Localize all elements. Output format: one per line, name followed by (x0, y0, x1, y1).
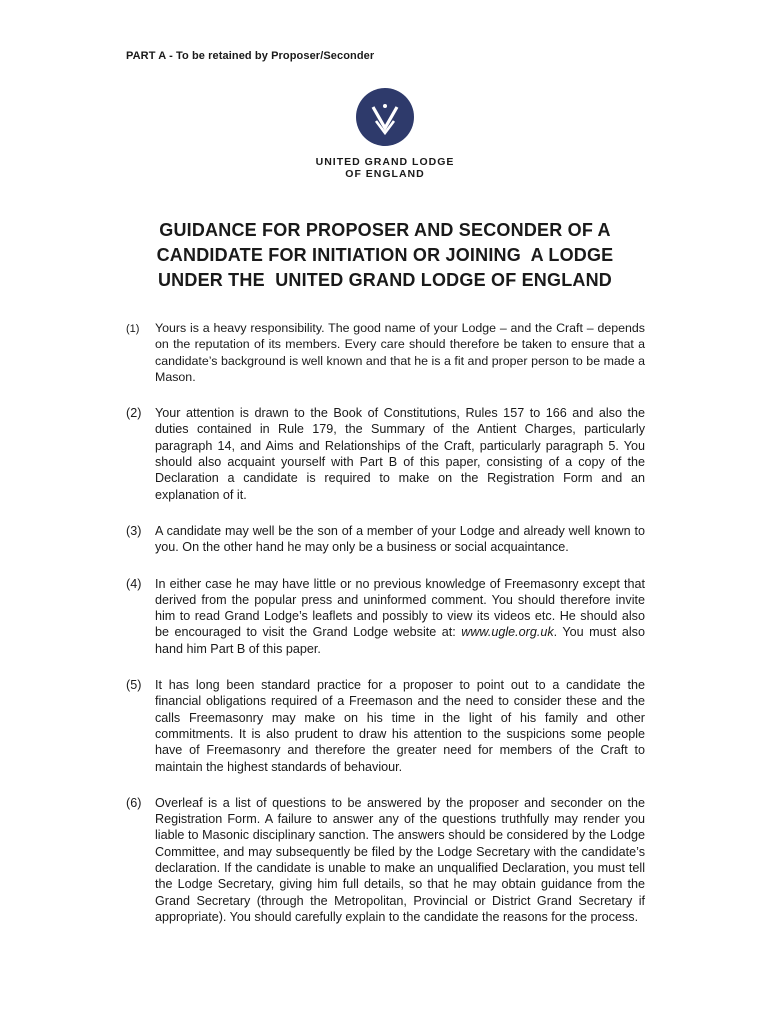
item-text (155, 576, 645, 657)
organisation-name-line2: OF ENGLAND (345, 168, 425, 180)
item-text: Your attention is drawn to the Book of Constitutions, Rules 157 to 166 and also the duties contained in Rule 179, the Summary of the Antient Charges, particularly paragraph 14, and Aims and Relationships of the Craft, particularly paragraph 5. You should also acquaint yourself with Part B of this paper, consisting of a copy of the Declaration a candidate is required to make on the Registration Form and an explanation of it. (155, 406, 645, 502)
item-number: (2) (126, 406, 142, 421)
title-line3: UNDER THE UNITED GRAND LODGE OF ENGLAND (157, 270, 612, 290)
title-line2: CANDIDATE FOR INITIATION OR JOINING A LODGE (156, 245, 614, 265)
guidance-item-2 (126, 405, 645, 503)
item-number: (1) (126, 323, 140, 335)
item-number: (3) (126, 523, 142, 538)
guidance-item-3 (126, 523, 645, 556)
square-and-compasses-icon (356, 88, 414, 146)
item-text: A candidate may well be the son of a member of your Lodge and already well known to you. On the other hand he may only be a business or social acquaintance. (155, 523, 645, 555)
website-link[interactable]: www.ugle.org.uk (461, 625, 554, 640)
item-number: (5) (126, 678, 142, 693)
guidance-list (126, 320, 645, 945)
item-text: Overleaf is a list of questions to be answered by the proposer and seconder on the Registration Form. A failure to answer any of the questions truthfully may render you liable to Masonic disciplinary sanction. The answers should be considered by the Lodge Committee, and may subsequently be filed by the Lodge Secretary with the candidate’s declaration. If the candidate is unable to make an unqualified Declaration, you must tell the Lodge Secretary, giving him full details, so that he may obtain guidance from the Grand Secretary (through the Metropolitan, Provincial or District Grand Secretary if appropriate). You should carefully explain to the candidate the reasons for the process. (155, 795, 645, 924)
title-line1: GUIDANCE FOR PROPOSER AND SECONDER OF A (159, 220, 611, 240)
item-text-before: In either case he may have little or no previous knowledge of Freemasonry except that derived from the popular press and uninformed comment. You should therefore invite him to read Grand Lodge’s leaflets and possibly to view its videos etc. He should also be encouraged to visit the Grand Lodge website at: (155, 576, 645, 640)
guidance-item-6 (126, 795, 645, 925)
item-text: It has long been standard practice for a proposer to point out to a candidate the financial obligations required of a Freemason and the need to consider these and the calls Freemasonry may make on his time in the light of his family and other commitments. It is also prudent to draw his attention to the suspicions some people have of Freemasonry and therefore the greater need for members of the Craft to maintain the highest standards of behaviour. (155, 678, 645, 774)
item-text-after: . You must also hand him Part B of this paper. (155, 625, 645, 656)
page-title (120, 218, 650, 293)
guidance-item-1 (126, 320, 645, 385)
item-number: (6) (126, 795, 142, 810)
organisation-name (250, 156, 520, 180)
organisation-name-line1: UNITED GRAND LODGE (315, 156, 455, 168)
item-number: (4) (126, 576, 142, 591)
item-text: Yours is a heavy responsibility. The good name of your Lodge – and the Craft – depends on the reputation of its members. Every care should therefore be taken to ensure that a candidate’s background is well known and that he is a fit and proper person to be made a Mason. (155, 321, 645, 384)
part-label: PART A - To be retained by Proposer/Seconder (126, 50, 375, 62)
guidance-item-4 (126, 576, 645, 657)
guidance-item-5 (126, 677, 645, 775)
